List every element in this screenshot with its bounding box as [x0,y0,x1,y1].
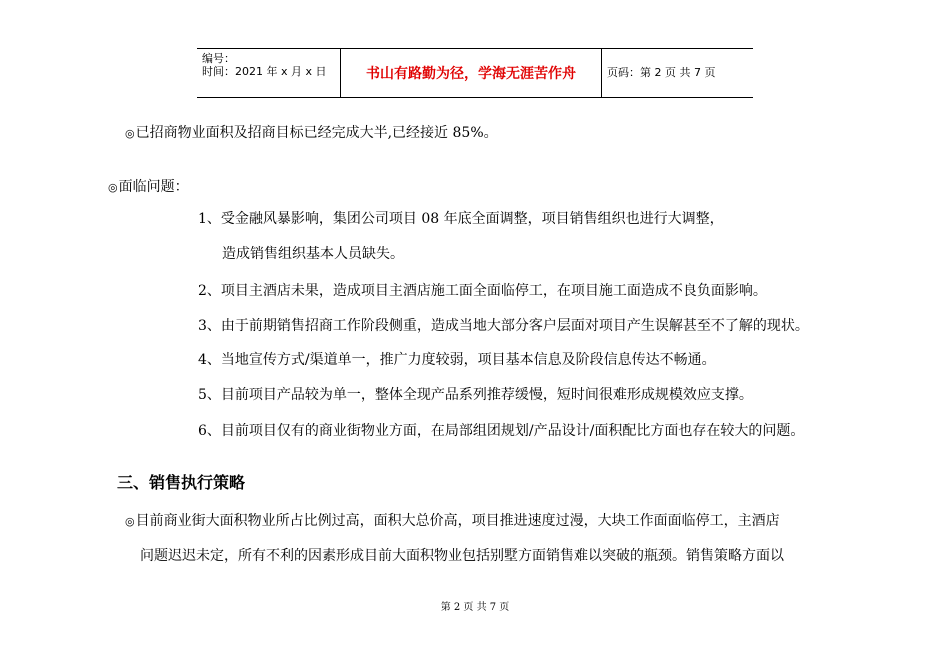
problem-item-6: 6、目前项目仅有的商业街物业方面，在局部组团规划/产品设计/面积配比方面也存在较大的问题。 [198,423,805,439]
page-footer: 第 2 页 共 7 页 [440,602,510,613]
strategy-line-1: 目前商业街大面积物业所占比例过高，面积大总价高，项目推进速度过漫，大块工作面面临停工，主酒店 [135,513,780,529]
strategy-paragraph [125,512,780,531]
motto-text: 书山有路勤为径，学海无涯苦作舟 [366,66,576,82]
page-code: 页码：第 2 页 共 7 页 [607,66,716,79]
bullet-icon: ◎ [125,515,135,528]
header-page-cell [601,49,753,97]
strategy-line-2: 问题迟迟未定，所有不利的因素形成目前大面积物业包括别墅方面销售难以突破的瓶颈。销售策略方面以 [140,548,784,564]
header-motto-cell [340,49,602,97]
problem-item-1: 1、受金融风暴影响，集团公司项目 08 年底全面调整，项目销售组织也进行大调整， [198,211,724,227]
number-label: 编号： [202,52,235,65]
problem-item-1-continued: 造成销售组织基本人员缺失。 [222,246,404,262]
intro-text: 已招商物业面积及招商目标已经完成大半,已经接近 85%。 [135,125,498,141]
page-header [197,48,753,98]
problem-item-3: 3、由于前期销售招商工作阶段侧重，造成当地大部分客户层面对项目产生误解甚至不了解的现状。 [198,318,809,334]
section-title: 三、销售执行策略 [117,473,246,492]
problems-heading [108,178,189,197]
problem-item-5: 5、目前项目产品较为单一，整体全现产品系列推荐缓慢，短时间很难形成规模效应支撑。 [198,387,753,403]
date-label: 时间：2021 年 x 月 x 日 [202,65,327,78]
intro-paragraph [125,124,498,143]
problem-item-2: 2、项目主酒店未果，造成项目主酒店施工面全面临停工，在项目施工面造成不良负面影响。 [198,283,767,299]
header-info-cell [197,49,340,97]
bullet-icon: ◎ [125,127,135,140]
problem-item-4: 4、当地宣传方式/渠道单一，推广力度较弱，项目基本信息及阶段信息传达不畅通。 [198,352,716,368]
problems-heading-text: 面临问题： [118,179,189,195]
bullet-icon: ◎ [108,181,118,194]
